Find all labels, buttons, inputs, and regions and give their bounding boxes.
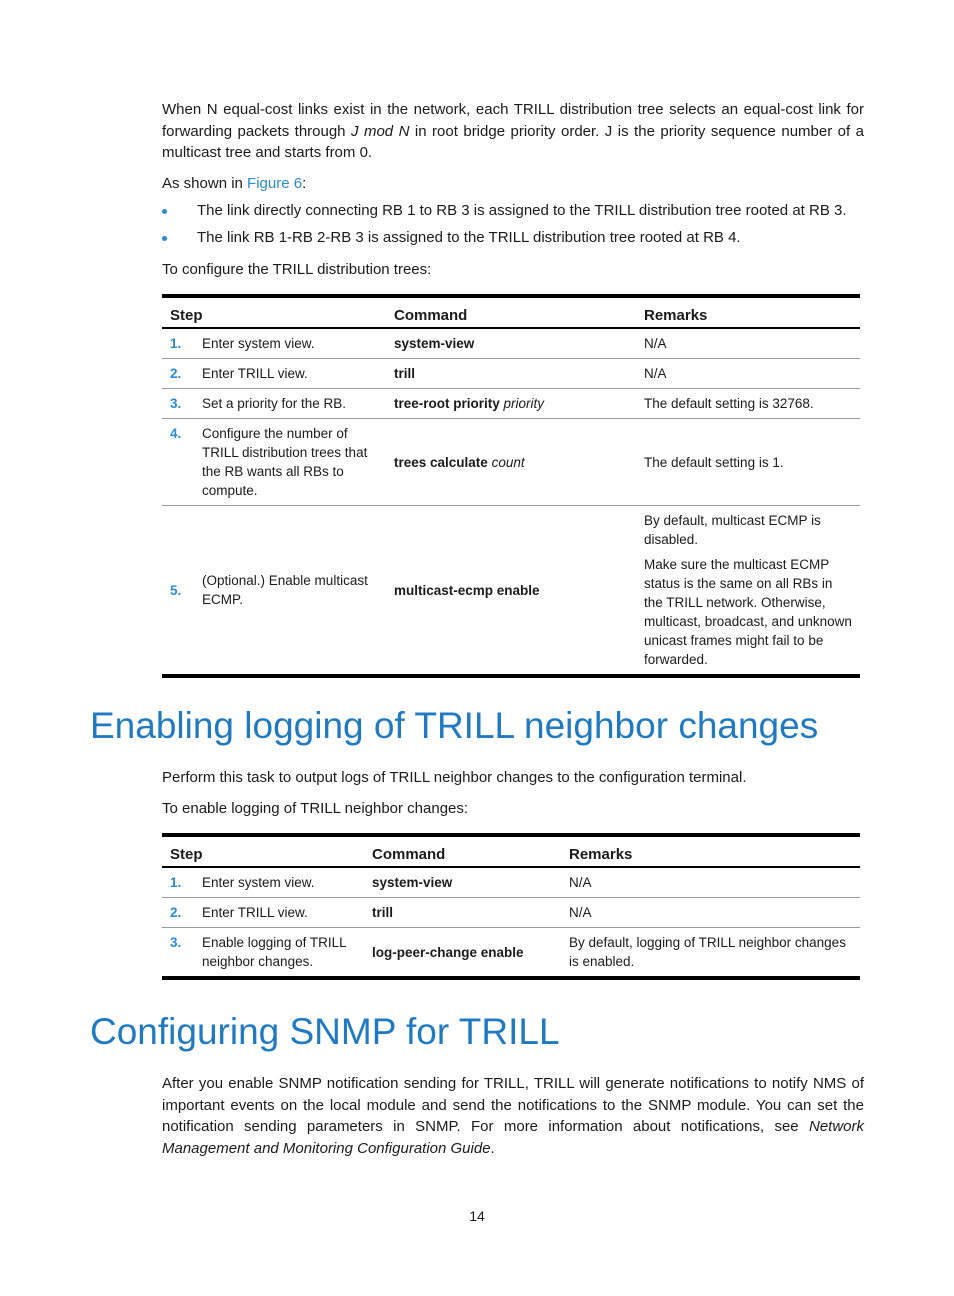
command-cell — [386, 506, 636, 677]
as-shown-line — [162, 173, 864, 195]
remark-text: N/A — [569, 905, 592, 920]
step-description: Configure the number of TRILL distribution trees that the RB wants all RBs to compute. — [194, 419, 386, 506]
table-row — [162, 359, 860, 389]
bullet-dot-icon — [162, 236, 167, 241]
step-number: 1. — [162, 328, 194, 359]
logging-config-table — [162, 833, 860, 980]
remarks-cell — [636, 389, 860, 419]
step-description: (Optional.) Enable multicast ECMP. — [202, 573, 368, 607]
snmp-guide-reference: Network Management and Monitoring Configuration Guide — [162, 1118, 864, 1157]
page-number: 14 — [469, 1208, 485, 1224]
step-number: 2. — [162, 359, 194, 389]
step-number: 2. — [162, 898, 194, 928]
command-cell — [386, 389, 636, 419]
step-number: 4. — [162, 419, 194, 506]
intro-paragraph — [162, 99, 864, 164]
command-argument: priority — [503, 396, 545, 411]
step-number: 1. — [162, 867, 194, 898]
remark-text: The default setting is 1. — [644, 454, 784, 470]
table-row — [162, 928, 860, 979]
command-cell — [386, 359, 636, 389]
snmp-text-b: . — [490, 1139, 495, 1157]
section-heading-logging: Enabling logging of TRILL neighbor changes — [90, 705, 819, 746]
step-description: Enter system view. — [194, 867, 364, 898]
table-row — [162, 419, 860, 506]
remarks-cell — [636, 419, 860, 506]
command-keyword: system-view — [394, 336, 475, 351]
to-enable-text: To enable logging of TRILL neighbor changes: — [162, 800, 469, 817]
intro-formula: J mod N — [351, 122, 410, 140]
section-heading-snmp: Configuring SNMP for TRILL — [90, 1011, 560, 1052]
table-row — [162, 506, 860, 677]
step-number: 3. — [162, 389, 194, 419]
command-keyword: tree-root priority — [394, 396, 500, 411]
header-step: Step — [162, 296, 386, 328]
bullet-text: The link RB 1-RB 2-RB 3 is assigned to the TRILL distribution tree rooted at RB 4. — [197, 229, 741, 246]
command-cell — [386, 419, 636, 506]
remark-text: By default, multicast ECMP is disabled. — [644, 513, 821, 547]
remarks-cell — [561, 898, 860, 928]
header-step: Step — [162, 835, 364, 867]
as-shown-suffix: : — [302, 175, 307, 192]
logging-description: Perform this task to output logs of TRILL neighbor changes to the configuration terminal. — [162, 769, 747, 786]
table-header-row — [162, 296, 860, 328]
step-description: Enable logging of TRILL neighbor changes. — [202, 935, 347, 969]
remarks-cell — [636, 506, 860, 677]
command-keyword: multicast-ecmp enable — [394, 582, 540, 598]
header-remarks: Remarks — [636, 296, 860, 328]
remark-text: N/A — [644, 336, 667, 351]
command-cell — [364, 928, 561, 979]
command-keyword: trees calculate — [394, 454, 488, 470]
command-keyword: trill — [372, 905, 394, 920]
remarks-cell — [636, 328, 860, 359]
step-description: Enter system view. — [194, 328, 386, 359]
command-keyword: trill — [394, 366, 416, 381]
step-number: 3. — [170, 935, 182, 950]
header-remarks: Remarks — [561, 835, 860, 867]
as-shown-prefix: As shown in — [162, 175, 248, 192]
table-row — [162, 328, 860, 359]
table-row — [162, 389, 860, 419]
command-cell — [364, 898, 561, 928]
remarks-cell — [636, 359, 860, 389]
remarks-cell — [561, 928, 860, 979]
intro-text-a: When N equal-cost links exist in the network, each TRILL distribution tree selects an equal-cost link for forwarding packets through — [162, 101, 864, 140]
command-keyword: system-view — [372, 875, 453, 890]
to-configure-text: To configure the TRILL distribution trees: — [162, 261, 432, 278]
remark-text: By default, logging of TRILL neighbor changes is enabled. — [569, 935, 846, 969]
command-cell — [364, 867, 561, 898]
step-description: Enter TRILL view. — [194, 898, 364, 928]
remark-text: N/A — [644, 366, 667, 381]
header-command: Command — [386, 296, 636, 328]
bullet-text: The link directly connecting RB 1 to RB 3 is assigned to the TRILL distribution tree rooted at RB 3. — [197, 202, 847, 219]
remark-text: The default setting is 32768. — [644, 396, 814, 411]
remark-text: Make sure the multicast ECMP status is the same on all RBs in the TRILL network. Otherwise, multicast, broadcast, and unknown unicast frames might fail to be forwarded. — [644, 557, 852, 667]
remark-text: N/A — [569, 875, 592, 890]
intro-text-b: in root bridge priority order. J is the priority sequence number of a multicast tree and starts from 0. — [162, 122, 864, 161]
header-command: Command — [364, 835, 561, 867]
trees-config-table — [162, 294, 860, 678]
snmp-text-a: After you enable SNMP notification sending for TRILL, TRILL will generate notifications to notify NMS of important events on the local module and send the notifications to the SNMP module. You can set the notification sending parameters in SNMP. For more information about notifications, see — [162, 1075, 864, 1135]
table-header-row — [162, 835, 860, 867]
table-row — [162, 867, 860, 898]
command-argument: count — [491, 454, 525, 470]
step-description: Set a priority for the RB. — [194, 389, 386, 419]
remarks-cell — [561, 867, 860, 898]
command-keyword: log-peer-change enable — [372, 944, 524, 960]
snmp-description — [162, 1073, 864, 1159]
step-description: Enter TRILL view. — [194, 359, 386, 389]
figure-link[interactable]: Figure 6 — [247, 175, 303, 192]
bullet-dot-icon — [162, 209, 167, 214]
step-number: 5. — [170, 582, 182, 598]
command-cell — [386, 328, 636, 359]
table-row — [162, 898, 860, 928]
